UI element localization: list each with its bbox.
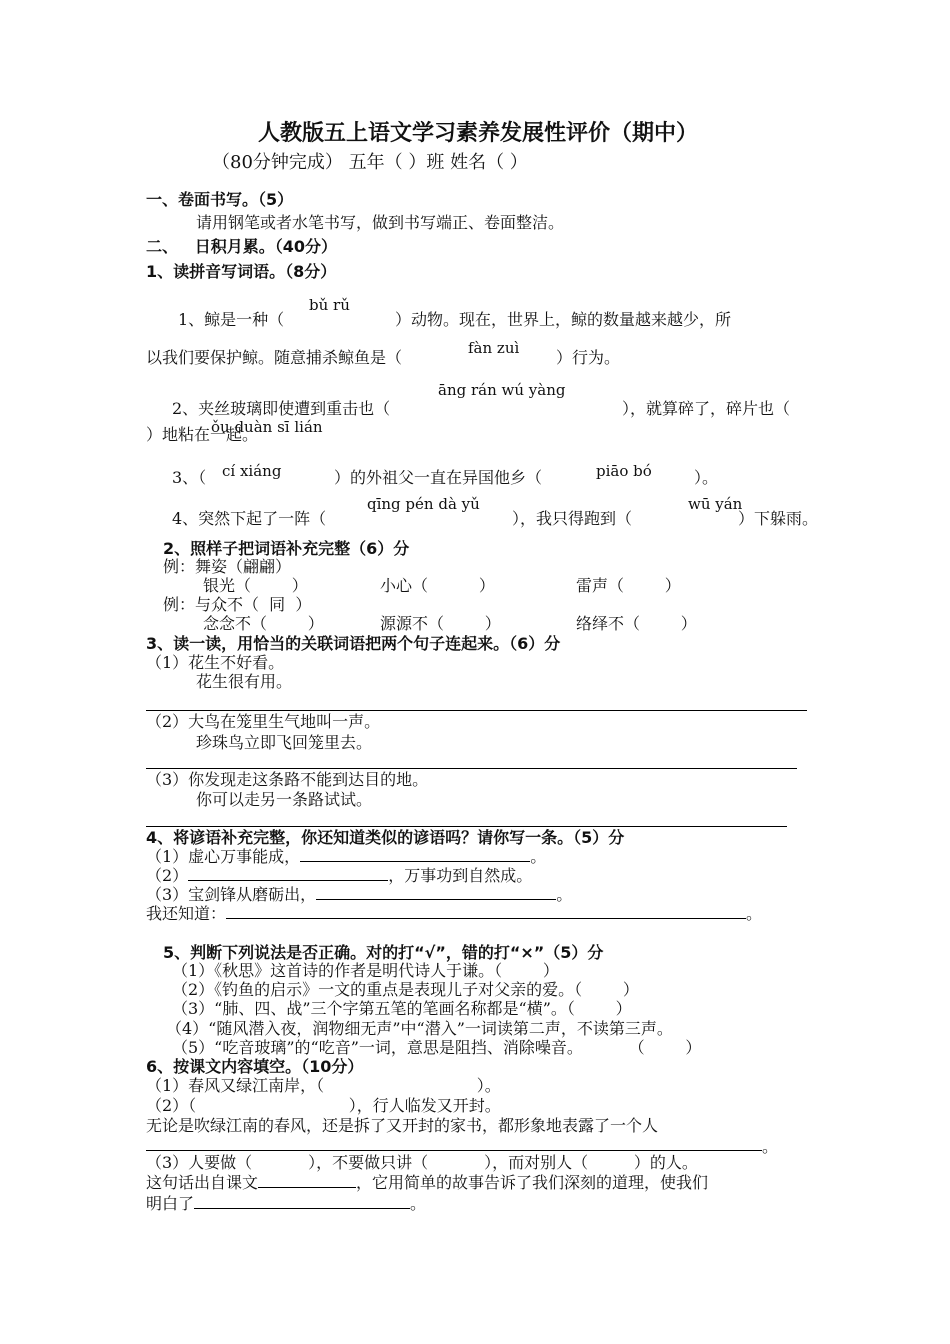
q6-blank-lesson[interactable] [258,1173,356,1188]
pinyin-3: āng rán wú yàng [438,381,566,399]
q5-heading: 5、判断下列说法是否正确。对的打“√”，错的打“×”（5）分 [163,943,604,962]
pinyin-1: bǔ rǔ [309,296,350,314]
q2-item-6: 络绎不（ ） [576,614,697,633]
q1-line5-a: 3、（ [172,468,207,487]
pinyin-6: piāo bó [596,462,652,480]
q5-item-1: （1）《秋思》这首诗的作者是明代诗人于谦。（ ） [172,961,559,980]
q5-item-3: （3）“肺、四、战”三个字第五笔的笔画名称都是“横”。（ ） [172,999,632,1018]
q4-line2: （2） ，万事功到自然成。 [146,866,533,885]
q1-line1-a: 1、鲸是一种（ [178,310,285,329]
q4-line3: （3）宝剑锋从磨砺出， 。 [146,885,573,904]
q2-heading: 2、照样子把词语补充完整（6）分 [163,539,410,558]
q4-line4: 我还知道： 。 [146,904,763,923]
q5-item-4: （4）“随风潜入夜，润物细无声”中“潜入”一词读第二声，不读第三声。 [166,1019,673,1038]
section1-text: 请用钢笔或者水笔书写，做到书写端正、卷面整洁。 [196,213,565,232]
q5-item-5: （5）“吃音玻璃”的“吃音”一词，意思是阻挡、消除噪音。 （ ） [172,1038,702,1057]
q4-blank-2[interactable] [188,866,388,881]
q3-answer-line-3[interactable] [146,826,787,827]
q1-line5-b: ）的外祖父一直在异国他乡（ [334,468,543,487]
q2-item-5: 源源不（ ） [380,614,501,633]
q1-heading: 1、读拼音写词语。（8分） [146,262,337,281]
q6-line4: （3）人要做（ ），不要做只讲（ ），而对别人（ ）的人。 [146,1153,698,1172]
q3-item1-b: 花生很有用。 [196,672,293,691]
q4-blank-1[interactable] [300,847,530,862]
q2-item-3: 雷声（ ） [576,576,681,595]
q1-line3-b: ），就算碎了，碎片也（ [622,399,791,418]
q6-line1: （1）春风又绿江南岸，（ ）。 [146,1076,501,1095]
page-subtitle: （80分钟完成） 五年（ ）班 姓名（ ） [212,152,528,173]
pinyin-2: fàn zuì [468,339,520,357]
q1-line6-a: 4、突然下起了一阵（ [172,509,327,528]
q4-line1: （1）虚心万事能成， 。 [146,847,547,866]
q1-line4: ）地粘在一起。 [146,425,259,444]
q1-line6-b: ），我只得跑到（ [512,509,633,528]
pinyin-7: qīng pén dà yǔ [367,495,480,513]
q1-line1-b: ）动物。现在，世界上，鲸的数量越来越少，所 [395,310,732,329]
q2-example2: 例：与众不（ 同 ） [163,595,312,614]
q3-heading: 3、读一读，用恰当的关联词语把两个句子连起来。（6）分 [146,634,561,653]
q2-example1: 例：舞姿（翩翩） [163,557,292,576]
q3-answer-line-1[interactable] [146,710,807,711]
q3-item1-a: （1）花生不好看。 [146,653,285,672]
q6-heading: 6、按课文内容填空。（10分） [146,1057,364,1076]
q5-item-2: （2）《钓鱼的启示》一文的重点是表现儿子对父亲的爱。（ ） [172,980,639,999]
pinyin-4: ǒu duàn sī lián [211,418,323,436]
q1-line2-a: 以我们要保护鲸。随意捕杀鲸鱼是（ [146,348,403,367]
q3-item2-b: 珍珠鸟立即飞回笼里去。 [196,733,373,752]
q6-answer-line[interactable] [146,1150,762,1151]
q6-line5: 这句话出自课文 ，它用简单的故事告诉了我们深刻的道理，使我们 [146,1173,709,1192]
pinyin-8: wū yán [688,495,743,513]
q3-item3-b: 你可以走另一条路试试。 [196,790,373,809]
q6-blank-meaning[interactable] [194,1194,410,1209]
q4-blank-4[interactable] [226,904,746,919]
q1-line5-c: ）。 [694,468,719,487]
page-title: 人教版五上语文学习素养发展性评价（期中） [258,120,699,146]
q1-line2-b: ）行为。 [556,348,621,367]
q6-line2: （2）（ ），行人临发又开封。 [146,1096,501,1115]
q1-line3-a: 2、夹丝玻璃即使遭到重击也（ [172,399,391,418]
q3-item2-a: （2）大鸟在笼里生气地叫一声。 [146,712,381,731]
q6-line6: 明白了 。 [146,1194,427,1213]
q2-item-4: 念念不（ ） [203,614,324,633]
q2-item-2: 小心（ ） [380,576,495,595]
q4-blank-3[interactable] [316,885,556,900]
q6-line3-end: 。 [762,1137,779,1156]
section1-heading: 一、卷面书写。（5） [146,190,294,209]
q3-item3-a: （3）你发现走这条路不能到达目的地。 [146,770,429,789]
q6-line3: 无论是吹绿江南的春风，还是拆了又开封的家书，都形象地表露了一个人 [146,1116,659,1135]
q3-answer-line-2[interactable] [146,768,797,769]
q4-heading: 4、将谚语补充完整，你还知道类似的谚语吗？请你写一条。（5）分 [146,828,625,847]
pinyin-5: cí xiáng [222,462,282,480]
q1-line6-c: ）下躲雨。 [738,509,819,528]
q2-item-1: 银光（ ） [203,576,308,595]
section2-heading: 二、 日积月累。（40分） [146,237,337,256]
